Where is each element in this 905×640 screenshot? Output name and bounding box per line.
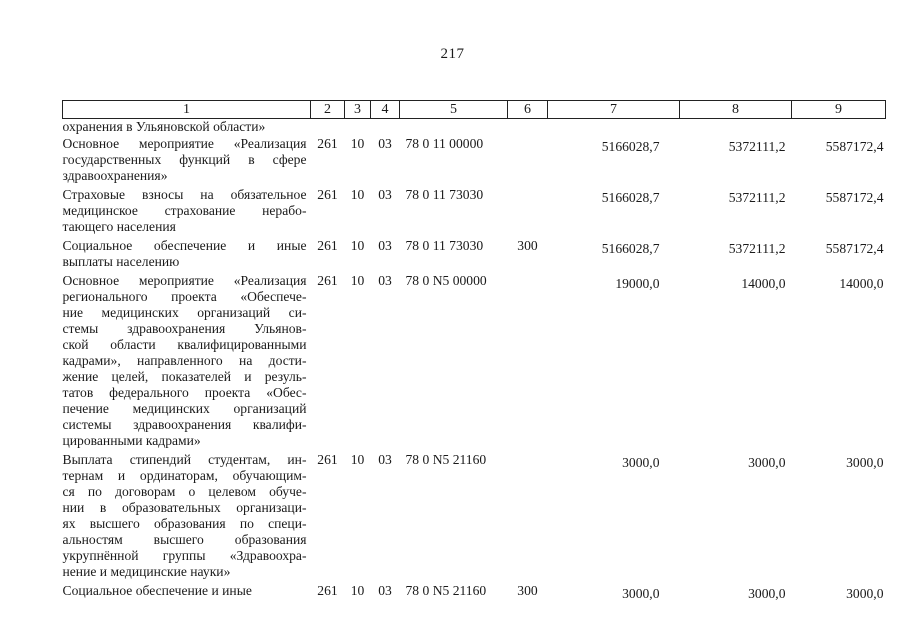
row-description (63, 187, 311, 238)
subsection-cell: 03 (378, 136, 392, 151)
section-cell: 10 (350, 136, 365, 151)
expense-kind-cell: 300 (517, 583, 538, 598)
description-line: альностям высшего образования (62, 532, 307, 547)
table-row (63, 583, 886, 605)
amount-year3-cell: 5587172,4 (825, 241, 884, 256)
expense-kind-cell (508, 452, 548, 583)
description-line: нии в образовательных организаци- (62, 500, 307, 515)
description-line: нение и медицинские науки» (62, 564, 231, 579)
description-line: татов федерального проекта «Обес- (62, 385, 307, 400)
row-description (63, 119, 311, 137)
amount-year1-cell: 19000,0 (615, 276, 660, 291)
section-cell: 10 (350, 452, 365, 467)
column-header-5: 5 (400, 101, 508, 119)
table-body (63, 119, 886, 606)
amount-year1-cell: 5166028,7 (601, 241, 660, 256)
row-description (63, 583, 311, 605)
amount-year2-cell: 3000,0 (748, 586, 786, 601)
description-line: Социальное обеспечение и иные (62, 238, 307, 253)
description-line: тернам и ординаторам, обучающим- (62, 468, 307, 483)
amount-year1-cell: 5166028,7 (601, 139, 660, 154)
description-line: укрупнённой группы «Здравоохра- (62, 548, 307, 563)
target-article-cell: 78 0 N5 21160 (405, 583, 487, 598)
table-row (63, 452, 886, 583)
row-description (63, 136, 311, 187)
amount-year1-cell: 3000,0 (622, 455, 660, 470)
column-header-9: 9 (792, 101, 886, 119)
description-line: Страховые взносы на обязательное (62, 187, 307, 202)
amount-year1-cell: 3000,0 (622, 586, 660, 601)
page-number: 217 (440, 46, 465, 62)
table-row (63, 238, 886, 273)
empty-cell (792, 119, 886, 137)
target-article-cell: 78 0 N5 00000 (405, 273, 487, 288)
column-header-8: 8 (680, 101, 792, 119)
expense-kind-cell (508, 273, 548, 452)
row-description (63, 238, 311, 273)
target-article-cell: 78 0 11 00000 (405, 136, 484, 151)
amount-year3-cell: 3000,0 (846, 455, 884, 470)
amount-year3-cell: 14000,0 (839, 276, 884, 291)
description-line: системы здравоохранения квалифи- (62, 417, 307, 432)
section-cell: 10 (350, 273, 365, 288)
table-row (63, 187, 886, 238)
empty-cell (400, 119, 508, 137)
amount-year2-cell: 5372111,2 (728, 190, 786, 205)
row-description (63, 273, 311, 452)
description-line: ской области квалифицированными (62, 337, 307, 352)
description-line: здравоохранения» (62, 168, 168, 183)
section-cell: 10 (350, 238, 365, 253)
description-line: выплаты населению (62, 254, 180, 269)
description-line: ях высшего образования по специ- (62, 516, 307, 531)
description-line: ся по договорам о целевом обуче- (62, 484, 307, 499)
code-cell: 261 (317, 273, 338, 288)
description-line: жение целей, показателей и резуль- (62, 369, 307, 384)
table-header-row (63, 101, 886, 119)
description-line: цированными кадрами» (62, 433, 201, 448)
code-cell: 261 (317, 187, 338, 202)
description-line: охранения в Ульяновской области» (62, 119, 266, 134)
target-article-cell: 78 0 11 73030 (405, 187, 484, 202)
expense-kind-cell: 300 (517, 238, 538, 253)
amount-year3-cell: 5587172,4 (825, 139, 884, 154)
description-line: стемы здравоохранения Ульянов- (62, 321, 307, 336)
row-description (63, 452, 311, 583)
amount-year2-cell: 3000,0 (748, 455, 786, 470)
subsection-cell: 03 (378, 273, 392, 288)
description-line: Выплата стипендий студентам, ин- (62, 452, 307, 467)
section-cell: 10 (350, 583, 365, 598)
amount-year2-cell: 14000,0 (741, 276, 786, 291)
subsection-cell: 03 (378, 187, 392, 202)
description-line: регионального проекта «Обеспече- (62, 289, 307, 304)
empty-cell (508, 119, 548, 137)
amount-year1-cell: 5166028,7 (601, 190, 660, 205)
description-line: Основное мероприятие «Реализация (62, 273, 307, 288)
description-line: печение медицинских организаций (62, 401, 307, 416)
column-header-2: 2 (311, 101, 345, 119)
amount-year3-cell: 5587172,4 (825, 190, 884, 205)
expense-kind-cell (508, 136, 548, 187)
table-row (63, 119, 886, 137)
description-line: Основное мероприятие «Реализация (62, 136, 307, 151)
description-line: Социальное обеспечение и иные (62, 583, 252, 598)
column-header-6: 6 (508, 101, 548, 119)
amount-year2-cell: 5372111,2 (728, 241, 786, 256)
column-header-1: 1 (63, 101, 311, 119)
table-row (63, 273, 886, 452)
target-article-cell: 78 0 N5 21160 (405, 452, 487, 467)
description-line: ние медицинских организаций си- (62, 305, 307, 320)
description-line: тающего населения (62, 219, 176, 234)
code-cell: 261 (317, 452, 338, 467)
empty-cell (371, 119, 400, 137)
code-cell: 261 (317, 238, 338, 253)
empty-cell (311, 119, 345, 137)
description-line: кадрами», направленного на дости- (62, 353, 307, 368)
section-cell: 10 (350, 187, 365, 202)
budget-table (62, 100, 886, 605)
empty-cell (548, 119, 680, 137)
description-line: медицинское страхование нерабо- (62, 203, 307, 218)
description-line: государственных функций в сфере (62, 152, 307, 167)
column-header-4: 4 (371, 101, 400, 119)
subsection-cell: 03 (378, 583, 392, 598)
amount-year2-cell: 5372111,2 (728, 139, 786, 154)
subsection-cell: 03 (378, 452, 392, 467)
empty-cell (680, 119, 792, 137)
empty-cell (345, 119, 371, 137)
expense-kind-cell (508, 187, 548, 238)
code-cell: 261 (317, 136, 338, 151)
column-header-3: 3 (345, 101, 371, 119)
subsection-cell: 03 (378, 238, 392, 253)
table-row (63, 136, 886, 187)
code-cell: 261 (317, 583, 338, 598)
amount-year3-cell: 3000,0 (846, 586, 884, 601)
column-header-7: 7 (548, 101, 680, 119)
target-article-cell: 78 0 11 73030 (405, 238, 484, 253)
